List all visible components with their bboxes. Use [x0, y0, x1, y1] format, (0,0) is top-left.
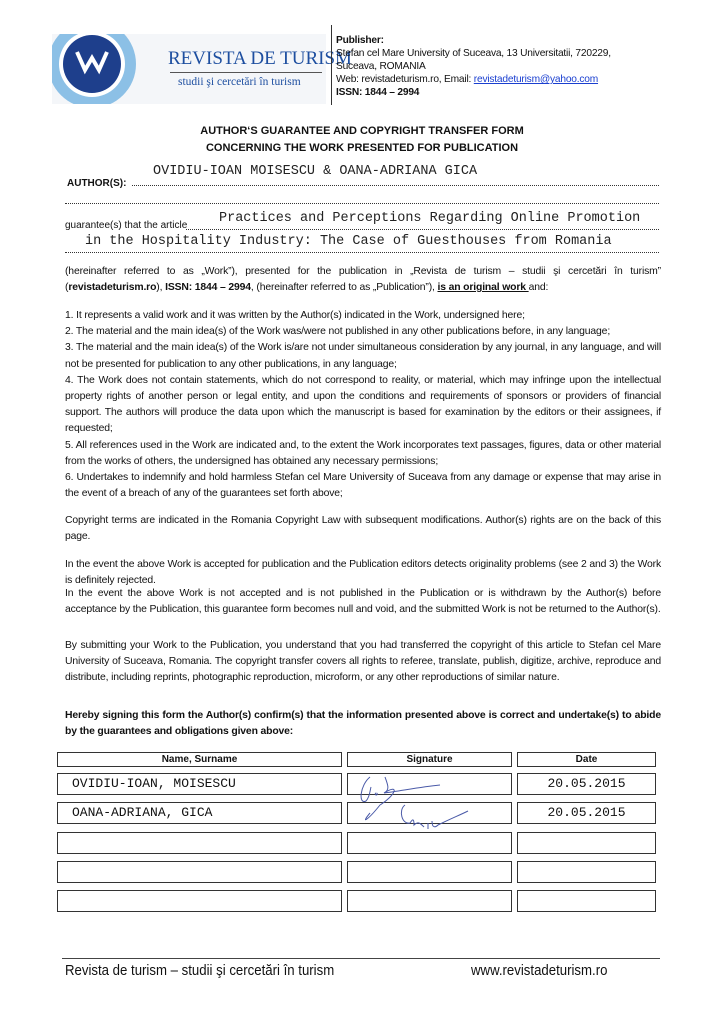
publisher-block: [336, 34, 626, 99]
article-title-line1: Practices and Perceptions Regarding Online Promotion: [219, 211, 641, 226]
footer-journal: Revista de turism – studii şi cercetări în turism: [65, 962, 335, 979]
list-item: 3. The material and the main idea(s) of the Work is/are not under simultaneous consideration by any journal, in any language, and will not be presented for publication to any other publications, in any language;: [65, 342, 661, 370]
publisher-label: Publisher:: [336, 35, 384, 46]
signing-statement: Hereby signing this form the Author(s) confirm(s) that the information presented above is correct and undertake(s) to abide by the guarantees and obligations given above:: [65, 710, 661, 738]
date-cell[interactable]: 20.05.2015: [517, 773, 656, 795]
date-cell[interactable]: 20.05.2015: [517, 802, 656, 824]
name-cell[interactable]: [57, 861, 342, 883]
name-cell[interactable]: OANA-ADRIANA, GICA: [57, 802, 342, 824]
copyright-paragraph: Copyright terms are indicated in the Romania Copyright Law with subsequent modifications. Author(s) rights are on the back of this page.: [65, 515, 661, 543]
header-signature: Signature: [347, 752, 512, 767]
list-item: 2. The material and the main idea(s) of the Work was/were not published in any other publications before, in any language;: [65, 326, 611, 338]
guarantee-list: [65, 308, 661, 502]
date-cell[interactable]: [517, 832, 656, 854]
withdrawal-paragraph: In the event the above Work is not accepted and is not published in the Publication or is withdrawn by the Author(s) before acceptance by the Publication, this guarantee form becomes null and void, and the submitted Work is not be returned to the Author(s).: [65, 588, 661, 616]
article-field[interactable]: [186, 229, 659, 230]
signature-1-icon: [340, 765, 470, 855]
signature-cell[interactable]: [347, 890, 512, 912]
list-item: 4. The Work does not contain statements, which do not correspond to reality, or material, which may infringe upon the intellectual property rights of another person or legal entity, and upon the conditions and requirements of sponsors or providers of financial support. The authors will produce the data upon which the manuscript is based for examination by the editors or their assignees, if requested;: [65, 374, 661, 435]
header-name: Name, Surname: [57, 752, 342, 767]
form-title-line1: AUTHOR‘S GUARANTEE AND COPYRIGHT TRANSFER FORM: [200, 125, 524, 137]
header-divider: [331, 25, 332, 105]
signature-cell[interactable]: [347, 861, 512, 883]
intro-paragraph: (hereinafter referred to as „Work”), presented for the publication in „Revista de turism – studii şi cercetări în turism” (revistadeturism.ro), ISSN: 1844 – 2994, (hereinafter referred to as „Publication”), is an original work and:: [65, 266, 661, 294]
issn: ISSN: 1844 – 2994: [336, 87, 420, 98]
list-item: 6. Undertakes to indemnify and hold harmless Stefan cel Mare University of Suceava from any damage or expense that may arise in the event of a breach of any of the guarantees set forth above;: [65, 472, 661, 500]
rejection-paragraph: In the event the above Work is accepted for publication and the Publication editors detects originality problems (see 2 and 3) the Work is definitely rejected.: [65, 559, 661, 587]
authors-label: AUTHOR(S):: [67, 178, 127, 189]
authors-field-line2[interactable]: [65, 203, 659, 204]
article-label: guarantee(s) that the article: [65, 220, 188, 231]
transfer-paragraph: By submitting your Work to the Publication, you understand that you had transferred the copyright of this article to Stefan cel Mare University of Suceava, Romania. The copyright transfer covers all rights to referee, translate, publish, digitize, archive, reproduce and distribute, including reprints, photographic reproduction, microform, or any other reproductions of similar nature.: [65, 640, 661, 684]
date-cell[interactable]: [517, 861, 656, 883]
logo-subtitle: studii şi cercetări în turism: [178, 76, 301, 88]
date-cell[interactable]: [517, 890, 656, 912]
name-cell[interactable]: OVIDIU-IOAN, MOISESCU: [57, 773, 342, 795]
list-item: 1. It represents a valid work and it was written by the Author(s) indicated in the Work, undersigned here;: [65, 310, 525, 321]
authors-field[interactable]: [132, 185, 659, 186]
web-label: Web: revistadeturism.ro, Email:: [336, 74, 474, 85]
footer-rule: [62, 958, 660, 959]
name-cell[interactable]: [57, 890, 342, 912]
form-title: [0, 123, 724, 157]
article-title-line2: in the Hospitality Industry: The Case of Guesthouses from Romania: [85, 234, 612, 249]
name-cell[interactable]: [57, 832, 342, 854]
list-item: 5. All references used in the Work are indicated and, to the extent the Work incorporates text passages, figures, data or other material from the works of others, the undersigned has obtained any necessary permissions;: [65, 439, 661, 467]
article-field-line2[interactable]: [65, 252, 659, 253]
journal-logo: [52, 34, 352, 104]
authors-value: OVIDIU-IOAN MOISESCU & OANA-ADRIANA GICA: [153, 164, 478, 179]
footer-website[interactable]: www.revistadeturism.ro: [471, 962, 608, 979]
form-title-line2: CONCERNING THE WORK PRESENTED FOR PUBLICATION: [205, 142, 519, 154]
email-link[interactable]: revistadeturism@yahoo.com: [473, 74, 599, 85]
header-date: Date: [517, 752, 656, 767]
logo-title: REVISTA DE TURISM: [168, 48, 352, 69]
publisher-address: Stefan cel Mare University of Suceava, 13 Universitatii, 720229, Suceava, ROMANIA: [336, 48, 611, 72]
